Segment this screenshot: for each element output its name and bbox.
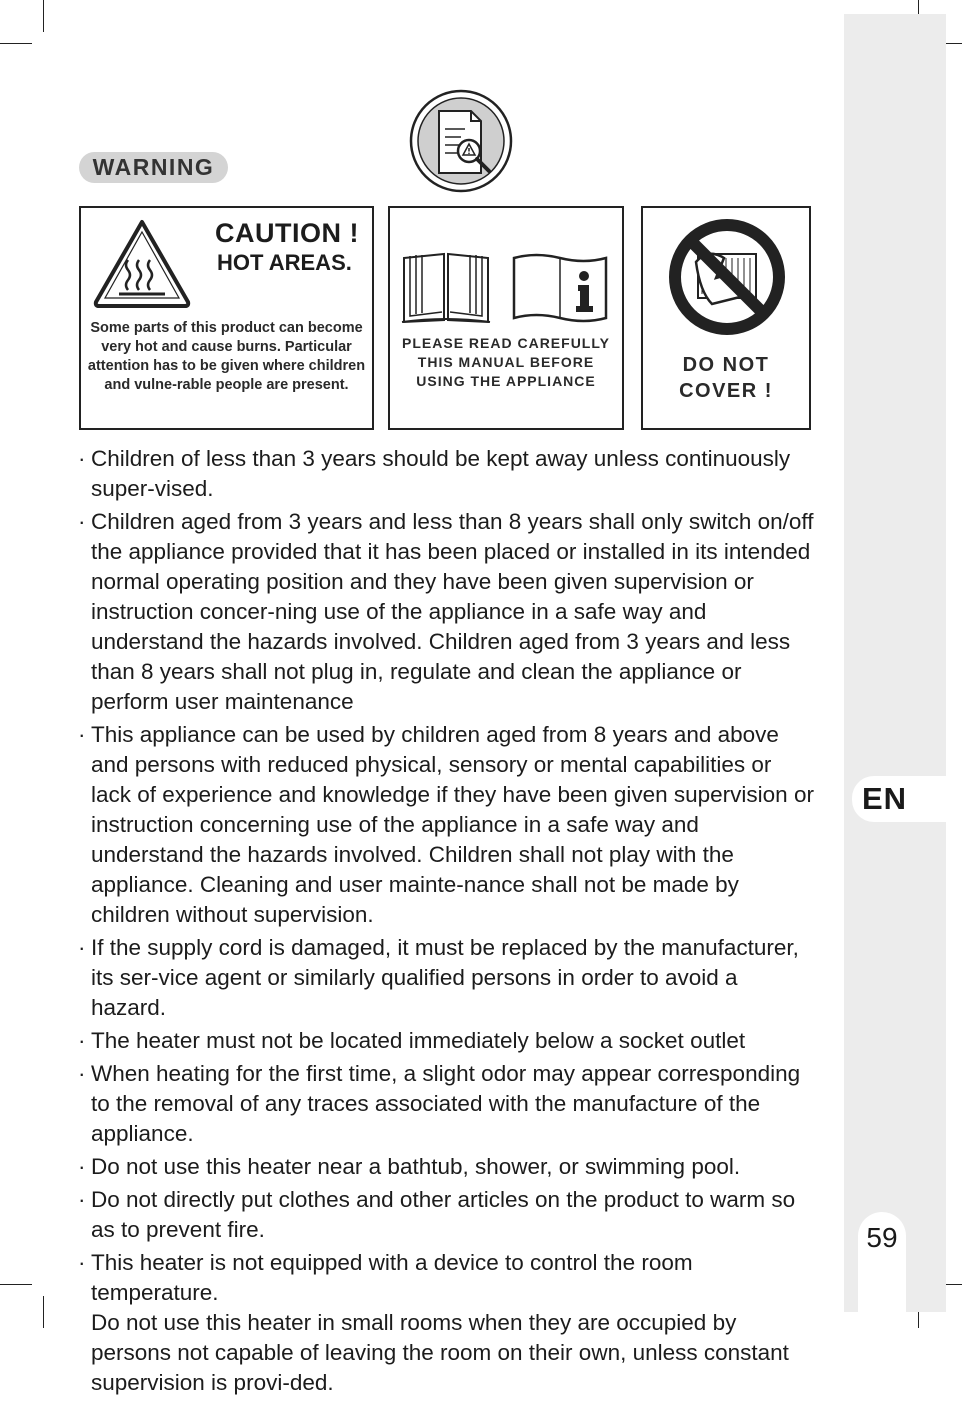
info-manual-icon	[510, 252, 612, 326]
list-item	[78, 933, 814, 1023]
do-not-cover-box	[641, 206, 811, 430]
list-item-text: The heater must not be located immediately below a socket outlet	[91, 1028, 746, 1053]
list-item-text: · This heater is not equipped with a device to control the room temperature.	[91, 1250, 693, 1305]
list-item-text: Children aged from 3 years and less than 8 years shall only switch on/off the appliance provided that it has been placed or installed in its intended normal operating position and they have been given supervision or instruction concer-ning use of the appliance in a safe way and understand the hazards involved.	[91, 509, 814, 654]
side-strip	[844, 14, 946, 1312]
list-item	[78, 1248, 814, 1398]
warning-label: WARNING	[79, 152, 228, 183]
language-tab: EN	[852, 776, 948, 822]
open-book-icon	[400, 250, 492, 326]
do-not-cover-icon	[668, 218, 786, 336]
do-not-cover-text	[643, 352, 809, 404]
list-item-text: When heating for the first time, a slight odor may appear corresponding to the removal of any traces associated with the manufacture of the appliance.	[91, 1061, 801, 1146]
caution-hot-areas-box	[79, 206, 374, 430]
do-not-cover-line2: COVER !	[679, 380, 773, 402]
list-item	[78, 1152, 814, 1182]
list-item	[78, 1059, 814, 1149]
hot-surface-warning-icon	[91, 216, 193, 310]
list-item-text: If the supply cord is damaged, it must be replaced by the manufacturer, its ser-vice agent or similarly qualified persons in order to avoid a hazard.	[91, 935, 799, 1020]
read-manual-box	[388, 206, 624, 430]
manual-warning-icon	[409, 89, 513, 193]
crop-mark	[43, 1296, 44, 1328]
list-item-text: Do not use this heater near a bathtub, shower, or swimming pool.	[91, 1154, 741, 1179]
list-item-text-extra: Do not use this heater in small rooms when they are occupied by persons not capable of leaving the room on their own, unless constant supervision is provi-ded.	[91, 1310, 789, 1395]
page-number: 59	[858, 1212, 906, 1312]
crop-mark	[0, 1284, 32, 1285]
caution-title: CAUTION !	[215, 218, 359, 248]
caution-subtitle: HOT AREAS.	[217, 250, 352, 275]
list-item	[78, 444, 814, 504]
list-item	[78, 507, 814, 717]
list-item	[78, 1026, 814, 1056]
list-item	[78, 720, 814, 930]
list-item-text-extra: Children aged from 3 years and less than 8 years shall not plug in, regulate and clean the appliance or perform user maintenance	[91, 629, 791, 714]
list-item	[78, 1185, 814, 1245]
do-not-cover-line1: DO NOT	[682, 354, 770, 376]
list-item-text: Children of less than 3 years should be kept away unless continuously super-vised.	[91, 446, 791, 501]
read-manual-text: PLEASE READ CAREFULLY THIS MANUAL BEFORE USING THE APPLIANCE	[402, 335, 610, 389]
list-item-text: This appliance can be used by children aged from 8 years and above and persons with reduced physical, sensory or mental capabilities or lack of experience and knowledge if they have been given supervision or instruction concerning use of the appliance in a safe way and understand the hazards involved. Children shall not play with the appliance. Cleaning and user mainte-nance shall not be made by children without supervision.	[91, 722, 814, 927]
crop-mark	[43, 0, 44, 32]
list-item-text: Do not directly put clothes and other articles on the product to warm so as to prevent fire.	[91, 1187, 796, 1242]
crop-mark	[0, 43, 32, 44]
safety-instructions-list	[78, 444, 814, 1401]
caution-text: Some parts of this product can become very hot and cause burns. Particular attention has to be given where children and vulne-rable people are present.	[87, 320, 366, 393]
